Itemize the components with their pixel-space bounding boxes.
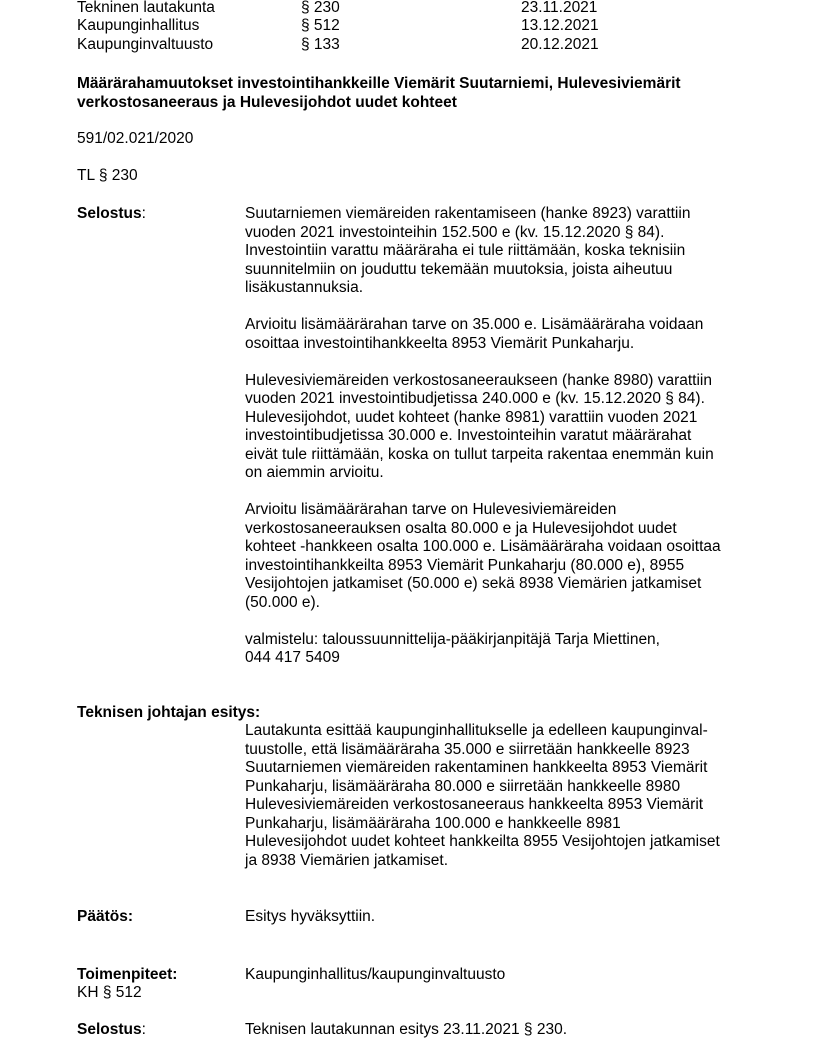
paragraph xyxy=(245,205,765,298)
text-line: kohteet -hankkeen osalta 100.000 e. Lisämääräraha voidaan osoittaa xyxy=(245,538,721,555)
toimenpiteet-heading: Toimenpiteet: xyxy=(77,966,178,983)
text-line: osoittaa investointihankkeelta 8953 Viemärit Punkaharju. xyxy=(245,334,635,352)
section-label: Selostus xyxy=(77,205,142,222)
section-colon: : xyxy=(141,1021,146,1038)
paatos-text: Esitys hyväksyttiin. xyxy=(245,908,376,925)
text-line: tuustolle, että lisämääräraha 35.000 e siirretään hankkeelle 8923 xyxy=(245,740,690,758)
text-line: Hulevesiviemäreiden verkostosaneeraukseen (hanke 8980) varattiin xyxy=(245,371,712,389)
text-line: investointibudjetissa 30.000 e. Investointeihin varatut määrärahat xyxy=(245,427,692,444)
document-title xyxy=(77,75,777,112)
text-line: Hulevesijohdot uudet kohteet hankkeilta 8955 Vesijohtojen jatkamiset xyxy=(245,833,720,850)
text-line: vuoden 2021 investointibudjetissa 240.000 e (kv. 15.12.2020 § 84). xyxy=(245,390,705,407)
paragraph xyxy=(245,316,765,353)
history-body: Tekninen lautakunta xyxy=(77,0,215,16)
selostus2-heading xyxy=(77,1021,146,1040)
text-line: Punkaharju, lisämääräraha 80.000 e siirretään hankkeelle 8980 xyxy=(245,777,681,795)
text-line: vuoden 2021 investointeihin 152.500 e (kv. 15.12.2020 § 84). xyxy=(245,223,665,241)
text-line: suunnitelmiin on jouduttu tekemään muutoksia, joista aiheutuu xyxy=(245,260,673,278)
text-line: Suutarniemen viemäreiden rakentamiseen (hanke 8923) varattiin xyxy=(245,205,691,222)
selostus-body xyxy=(245,205,765,668)
text-line: investointihankkeilta 8953 Viemärit Punkaharju (80.000 e), 8955 xyxy=(245,556,685,574)
text-line: Investointiin varattu määräraha ei tule riittämään, koska teknisiin xyxy=(245,242,686,259)
text-line: Hulevesiviemäreiden verkostosaneeraus hankkeelta 8953 Viemärit xyxy=(245,796,704,813)
history-section: § 230 xyxy=(301,0,340,16)
history-date: 20.12.2021 xyxy=(521,36,599,53)
section-label: Selostus xyxy=(77,1021,142,1038)
paragraph xyxy=(245,631,765,668)
history-date: 23.11.2021 xyxy=(521,0,598,16)
text-line: verkostosaneerauksen osalta 80.000 e ja Hulevesijohdot uudet xyxy=(245,519,677,537)
text-line: Suutarniemen viemäreiden rakentaminen hankkeelta 8953 Viemärit xyxy=(245,759,708,776)
history-date: 13.12.2021 xyxy=(521,17,599,34)
text-line: Lautakunta esittää kaupunginhallitukselle ja edelleen kaupunginval- xyxy=(245,722,708,739)
text-line: Hulevesijohdot, uudet kohteet (hanke 8981) varattiin vuoden 2021 xyxy=(245,408,698,426)
tl-reference: TL § 230 xyxy=(77,167,138,184)
selostus2-text: Teknisen lautakunnan esitys 23.11.2021 § 230. xyxy=(245,1021,568,1038)
esitys-heading: Teknisen johtajan esitys: xyxy=(77,704,261,721)
section-colon: : xyxy=(141,205,146,222)
paatos-heading: Päätös: xyxy=(77,908,133,925)
paragraph xyxy=(245,372,765,483)
text-line: Punkaharju, lisämääräraha 100.000 e hankkeelle 8981 xyxy=(245,814,621,832)
paragraph xyxy=(245,501,765,612)
kh-reference: KH § 512 xyxy=(77,984,142,1001)
text-line: eivät tule riittämään, koska on tullut tarpeita rakentaa enemmän kuin xyxy=(245,445,714,463)
history-section: § 512 xyxy=(301,17,340,34)
title-line: verkostosaneeraus ja Hulevesijohdot uudet kohteet xyxy=(77,93,457,111)
esitys-body xyxy=(245,722,765,870)
text-line: Arvioitu lisämäärärahan tarve on 35.000 e. Lisämääräraha voidaan xyxy=(245,316,704,333)
text-line: valmistelu: taloussuunnittelija-pääkirjanpitäjä Tarja Miettinen, xyxy=(245,630,660,648)
text-line: ja 8938 Viemärien jatkamiset. xyxy=(245,851,449,869)
title-line: Määrärahamuutokset investointihankkeille Viemärit Suutarniemi, Hulevesiviemärit xyxy=(77,75,681,92)
text-line: Arvioitu lisämäärärahan tarve on Hulevesiviemäreiden xyxy=(245,501,617,518)
history-body: Kaupunginvaltuusto xyxy=(77,36,214,53)
history-body: Kaupunginhallitus xyxy=(77,17,200,34)
history-section: § 133 xyxy=(301,36,340,53)
text-line: (50.000 e). xyxy=(245,593,320,611)
text-line: lisäkustannuksia. xyxy=(245,279,364,296)
selostus-heading xyxy=(77,205,146,224)
text-line: 044 417 5409 xyxy=(245,649,340,666)
toimenpiteet-text: Kaupunginhallitus/kaupunginvaltuusto xyxy=(245,966,506,983)
case-number: 591/02.021/2020 xyxy=(77,130,194,147)
text-line: Vesijohtojen jatkamiset (50.000 e) sekä 8938 Viemärien jatkamiset xyxy=(245,575,702,592)
text-line: on aiemmin arvioitu. xyxy=(245,464,384,481)
